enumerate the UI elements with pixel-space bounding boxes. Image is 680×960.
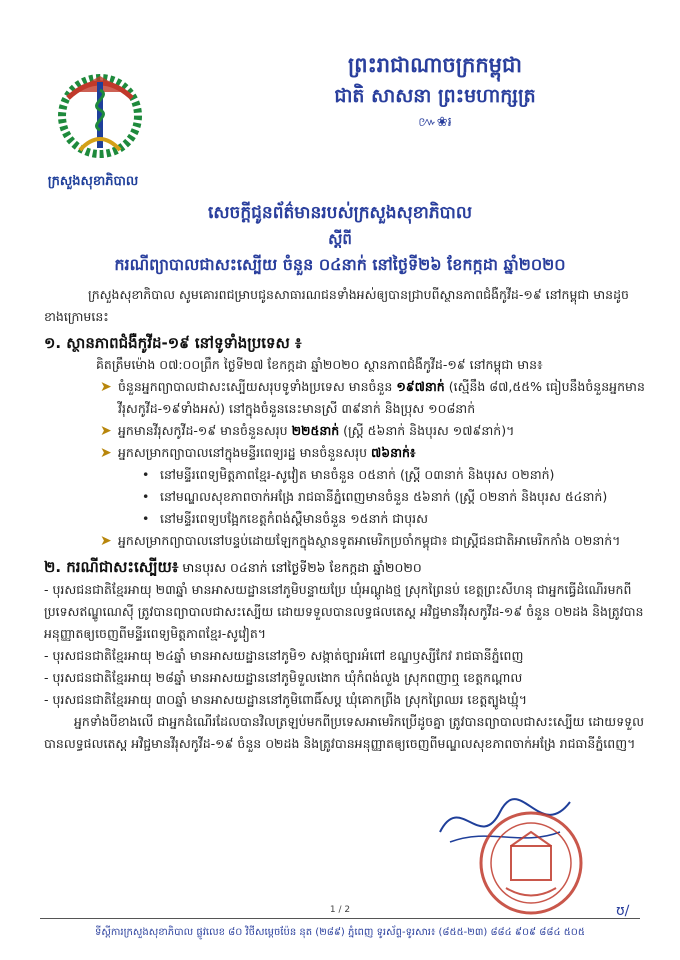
- title-line-3: ករណីព្យាបាលជាសះស្បើយ ចំនួន ០៤នាក់ នៅថ្ងៃទី២៦ ខែកក្កដា ឆ្នាំ២០២០: [114, 255, 566, 274]
- section-2-heading: ២. ករណីជាសះស្បើយ៖ មានបុរស ០៤នាក់ នៅថ្ងៃទី២៦ ខែកក្កដា ឆ្នាំ២០២០: [44, 558, 422, 576]
- case-item: - បុរសជនជាតិខ្មែរអាយុ ២៣ឆ្នាំ មានអាសយដ្ឋាននៅភូមិបន្ទាយប្រែ ឃុំអណ្តូងថ្ម ស្រុកព្រៃនប់ ខេត្តព្រះសីហនុ ជាអ្នកធ្វើដំណើរមកពីប្រទេសឥណ្ឌូណេស៊ី ត្រូវបានព្យាបាលជាសះស្បើយ ដោយទទួលបានលទ្ធផលតេស្ត អវិជ្ជមានវីរុសកូវីដ-១៩ ចំនួន ០២ដង និងត្រូវបានអនុញ្ញាតឲ្យចេញពីមន្ទីរពេទ្យមិត្តភាពខ្មែរ-សូវៀត។: [44, 582, 644, 641]
- title-line-2: ស្តីពី: [328, 230, 352, 248]
- sub-list-item: • នៅមន្ទីរពេទ្យមិត្តភាពខ្មែរ-សូវៀត មានចំនួន ០៥នាក់ (ស្ត្រី ០៣នាក់ និងបុរស ០២នាក់): [44, 464, 648, 486]
- document-title: [20, 200, 660, 278]
- national-motto: ជាតិ សាសនា ព្រះមហាក្សត្រ: [334, 85, 536, 107]
- dot-bullet-icon: •: [142, 467, 150, 482]
- case-item: - បុរសជនជាតិខ្មែរអាយុ ២៤ឆ្នាំ មានអាសយដ្ឋាននៅភូមិ១ សង្កាត់ច្បារអំពៅ ខណ្ឌឫស្សីកែវ រាជធានីភ្នំពេញ: [44, 648, 524, 663]
- page-number: 1 / 2: [329, 905, 351, 915]
- list-item: ➤ អ្នកមានវីរុសកូវីដ-១៩ មានចំនួនសរុប ២២៥នាក់ (ស្ត្រី ៥៦នាក់ និងបុរស ១៧៩នាក់)។: [44, 420, 648, 442]
- arrow-bullet-icon: ➤: [100, 533, 112, 549]
- section-1-lead: គិតត្រឹមម៉ោង ០៧:០០ព្រឹក ថ្ងៃទី២៧ ខែកក្កដា ឆ្នាំ២០២០ ស្ថានភាពជំងឺកូវីដ-១៩ នៅកម្ពុជា មាន៖: [96, 357, 543, 372]
- section-1-heading: ១. ស្ថានភាពជំងឺកូវីដ-១៩ នៅទូទាំងប្រទេស ៖: [44, 334, 302, 352]
- initials-mark-icon: ʊ∕: [616, 903, 630, 919]
- arrow-bullet-icon: ➤: [100, 379, 112, 395]
- closing-paragraph: អ្នកទាំងបីខាងលើ ជាអ្នកដំណើរដែលបានវិលត្រឡប់មកពីប្រទេសអាមេរិកប្រើដូចគ្នា ត្រូវបានព្យាបាលជាសះស្បើយ ដោយទទួលបានលទ្ធផលតេស្ត អវិជ្ជមានវីរុសកូវីដ-១៩ ចំនួន ០២ដង និងត្រូវបានអនុញ្ញាតឲ្យចេញពីមណ្ឌលសុខភាពចាក់អង្រែ រាជធានីភ្នំពេញ។: [44, 714, 644, 751]
- dot-bullet-icon: •: [142, 511, 150, 526]
- document-body: [44, 284, 648, 755]
- sub-list-item: • នៅមន្ទីរពេទ្យបង្អែកខេត្តកំពង់ស្ពឺមានចំនួន ១៥នាក់ ជាបុរស: [44, 508, 648, 530]
- ministry-name: ក្រសួងសុខាភិបាល: [47, 174, 139, 189]
- sub-list-item: • នៅមណ្ឌលសុខភាពចាក់អង្រែ រាជធានីភ្នំពេញមានចំនួន ៥៦នាក់ (ស្ត្រី ០២នាក់ និងបុរស ៥៤នាក់): [44, 486, 648, 508]
- arrow-bullet-icon: ➤: [100, 445, 112, 461]
- kingdom-heading: ព្រះរាជាណាចក្រកម្ពុជា: [347, 53, 522, 77]
- list-item: ➤ ចំនួនអ្នកព្យាបាលជាសះស្បើយសរុបទូទាំងប្រទេស មានចំនួន ១៩៧នាក់ (ស្មើនឹង ៨៧,៥៥% ធៀបនឹងចំនួនអ្នកមានវីរុសកូវីដ-១៩ទាំងអស់) នៅក្នុងចំនួននេះមានស្រី ៣៩នាក់ និងប្រុស ១០៨នាក់: [44, 376, 648, 420]
- list-item: ➤ អ្នកសម្រាកព្យាបាលនៅក្នុងមន្ទីរពេទ្យរដ្ឋ មានចំនួនសរុប ៧៦នាក់៖: [44, 442, 648, 464]
- list-item: ➤ អ្នកសម្រាកព្យាបាលនៅបន្ទប់ដោយឡែកក្នុងស្ថានទូតអាមេរិកប្រចាំកម្ពុជា៖ ជាស្ត្រីជនជាតិអាមេរិកកាំង ០២នាក់។: [44, 530, 648, 552]
- case-item: - បុរសជនជាតិខ្មែរអាយុ ២៨ឆ្នាំ មានអាសយដ្ឋាននៅភូមិទួលងោក ឃុំកំពង់លួង ស្រុកពញាឮ ខេត្តកណ្តាល: [44, 670, 523, 685]
- dot-bullet-icon: •: [142, 489, 150, 504]
- intro-paragraph: ក្រសួងសុខាភិបាល សូមគោរពជម្រាបជូនសាធារណជនទាំងអស់ឲ្យបានជ្រាបពីស្ថានភាពជំងឺកូវីដ-១៩ នៅកម្ពុជា មានដូចខាងក្រោមនេះ: [44, 287, 629, 324]
- case-item: - បុរសជនជាតិខ្មែរអាយុ ៣០ឆ្នាំ មានអាសយដ្ឋាននៅភូមិពោធិ៍សប្ត ឃុំគោកព្រីង ស្រុកព្រៃឈរ ខេត្តត្បូងឃ្មុំ។: [44, 692, 528, 707]
- footer-address: ទីស្តីការក្រសួងសុខាភិបាល ផ្លូវលេខ ៨០ វិថីសម្តេចប៉ែន នុត (២៨៩) ភ្នំពេញ ទូរស័ព្ទ-ទូរសារ៖ (៨៥៥-២៣) ៨៨៤ ៩០៩ ៨៨៤ ៥០៥: [95, 927, 585, 938]
- title-line-1: សេចក្តីជូនព័ត៌មានរបស់ក្រសួងសុខាភិបាល: [207, 203, 473, 223]
- ministry-of-health-logo: [50, 58, 150, 158]
- official-stamp: [476, 808, 586, 918]
- footer-divider: [40, 918, 640, 919]
- arrow-bullet-icon: ➤: [100, 423, 112, 439]
- header-ornament: ៚❀៛: [418, 115, 452, 130]
